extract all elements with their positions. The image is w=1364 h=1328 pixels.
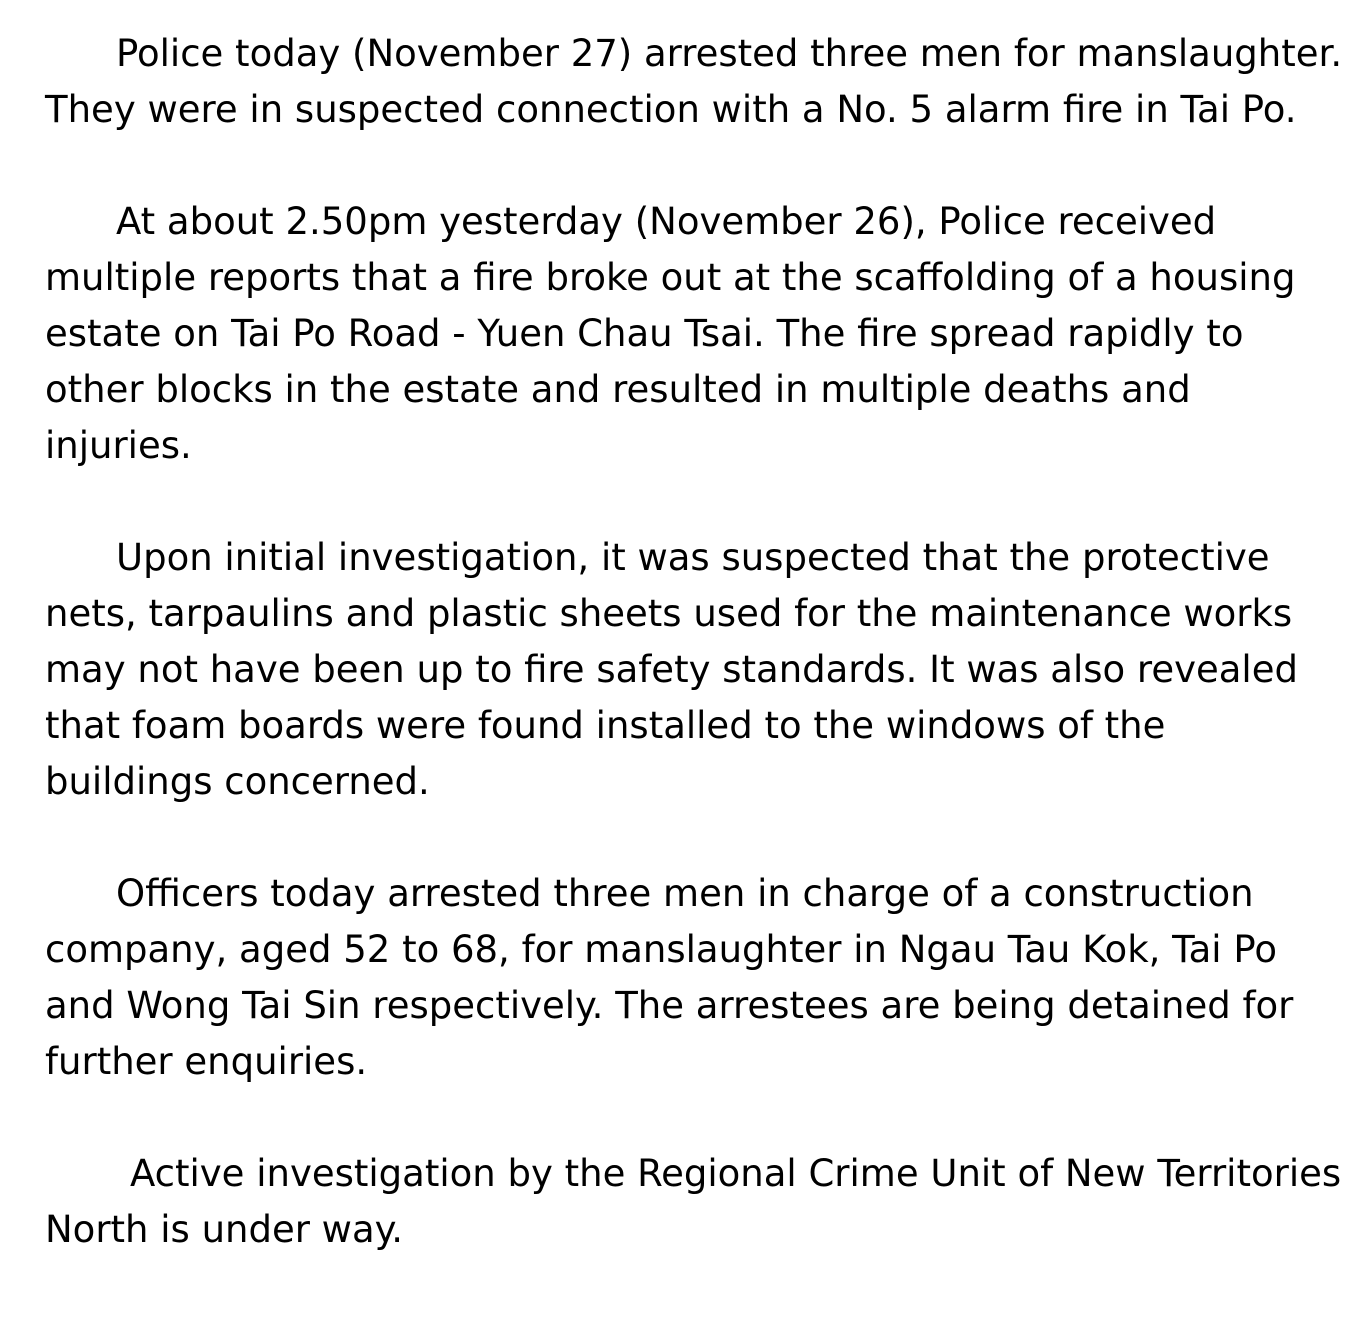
paragraph-arrest-details	[45, 866, 1344, 1090]
paragraph-incident-report	[45, 194, 1344, 474]
paragraph-text: At about 2.50pm yesterday (November 26), Police received multiple reports that a fire broke out at the scaffolding of a housing estate on Tai Po Road - Yuen Chau Tsai. The fire spread rapidly to other blocks in the estate and resulted in multiple deaths and injuries.	[45, 200, 1308, 467]
paragraph-text: Police today (November 27) arrested three men for manslaughter. They were in suspected connection with a No. 5 alarm fire in Tai Po.	[45, 32, 1354, 131]
paragraph-investigation-status	[45, 1146, 1353, 1258]
paragraph-initial-investigation	[45, 530, 1344, 810]
paragraph-text: Active investigation by the Regional Crime Unit of New Territories North is under way.	[45, 1152, 1353, 1251]
paragraph-arrest-summary	[45, 26, 1354, 138]
paragraph-text: Officers today arrested three men in charge of a construction company, aged 52 to 68, for manslaughter in Ngau Tau Kok, Tai Po and Wong Tai Sin respectively. The arrestees are being detained for further enquiries.	[45, 872, 1306, 1083]
paragraph-text: Upon initial investigation, it was suspected that the protective nets, tarpaulins and plastic sheets used for the maintenance works may not have been up to fire safety standards. It was also revealed that foam boards were found installed to the windows of the buildings concerned.	[45, 536, 1310, 803]
